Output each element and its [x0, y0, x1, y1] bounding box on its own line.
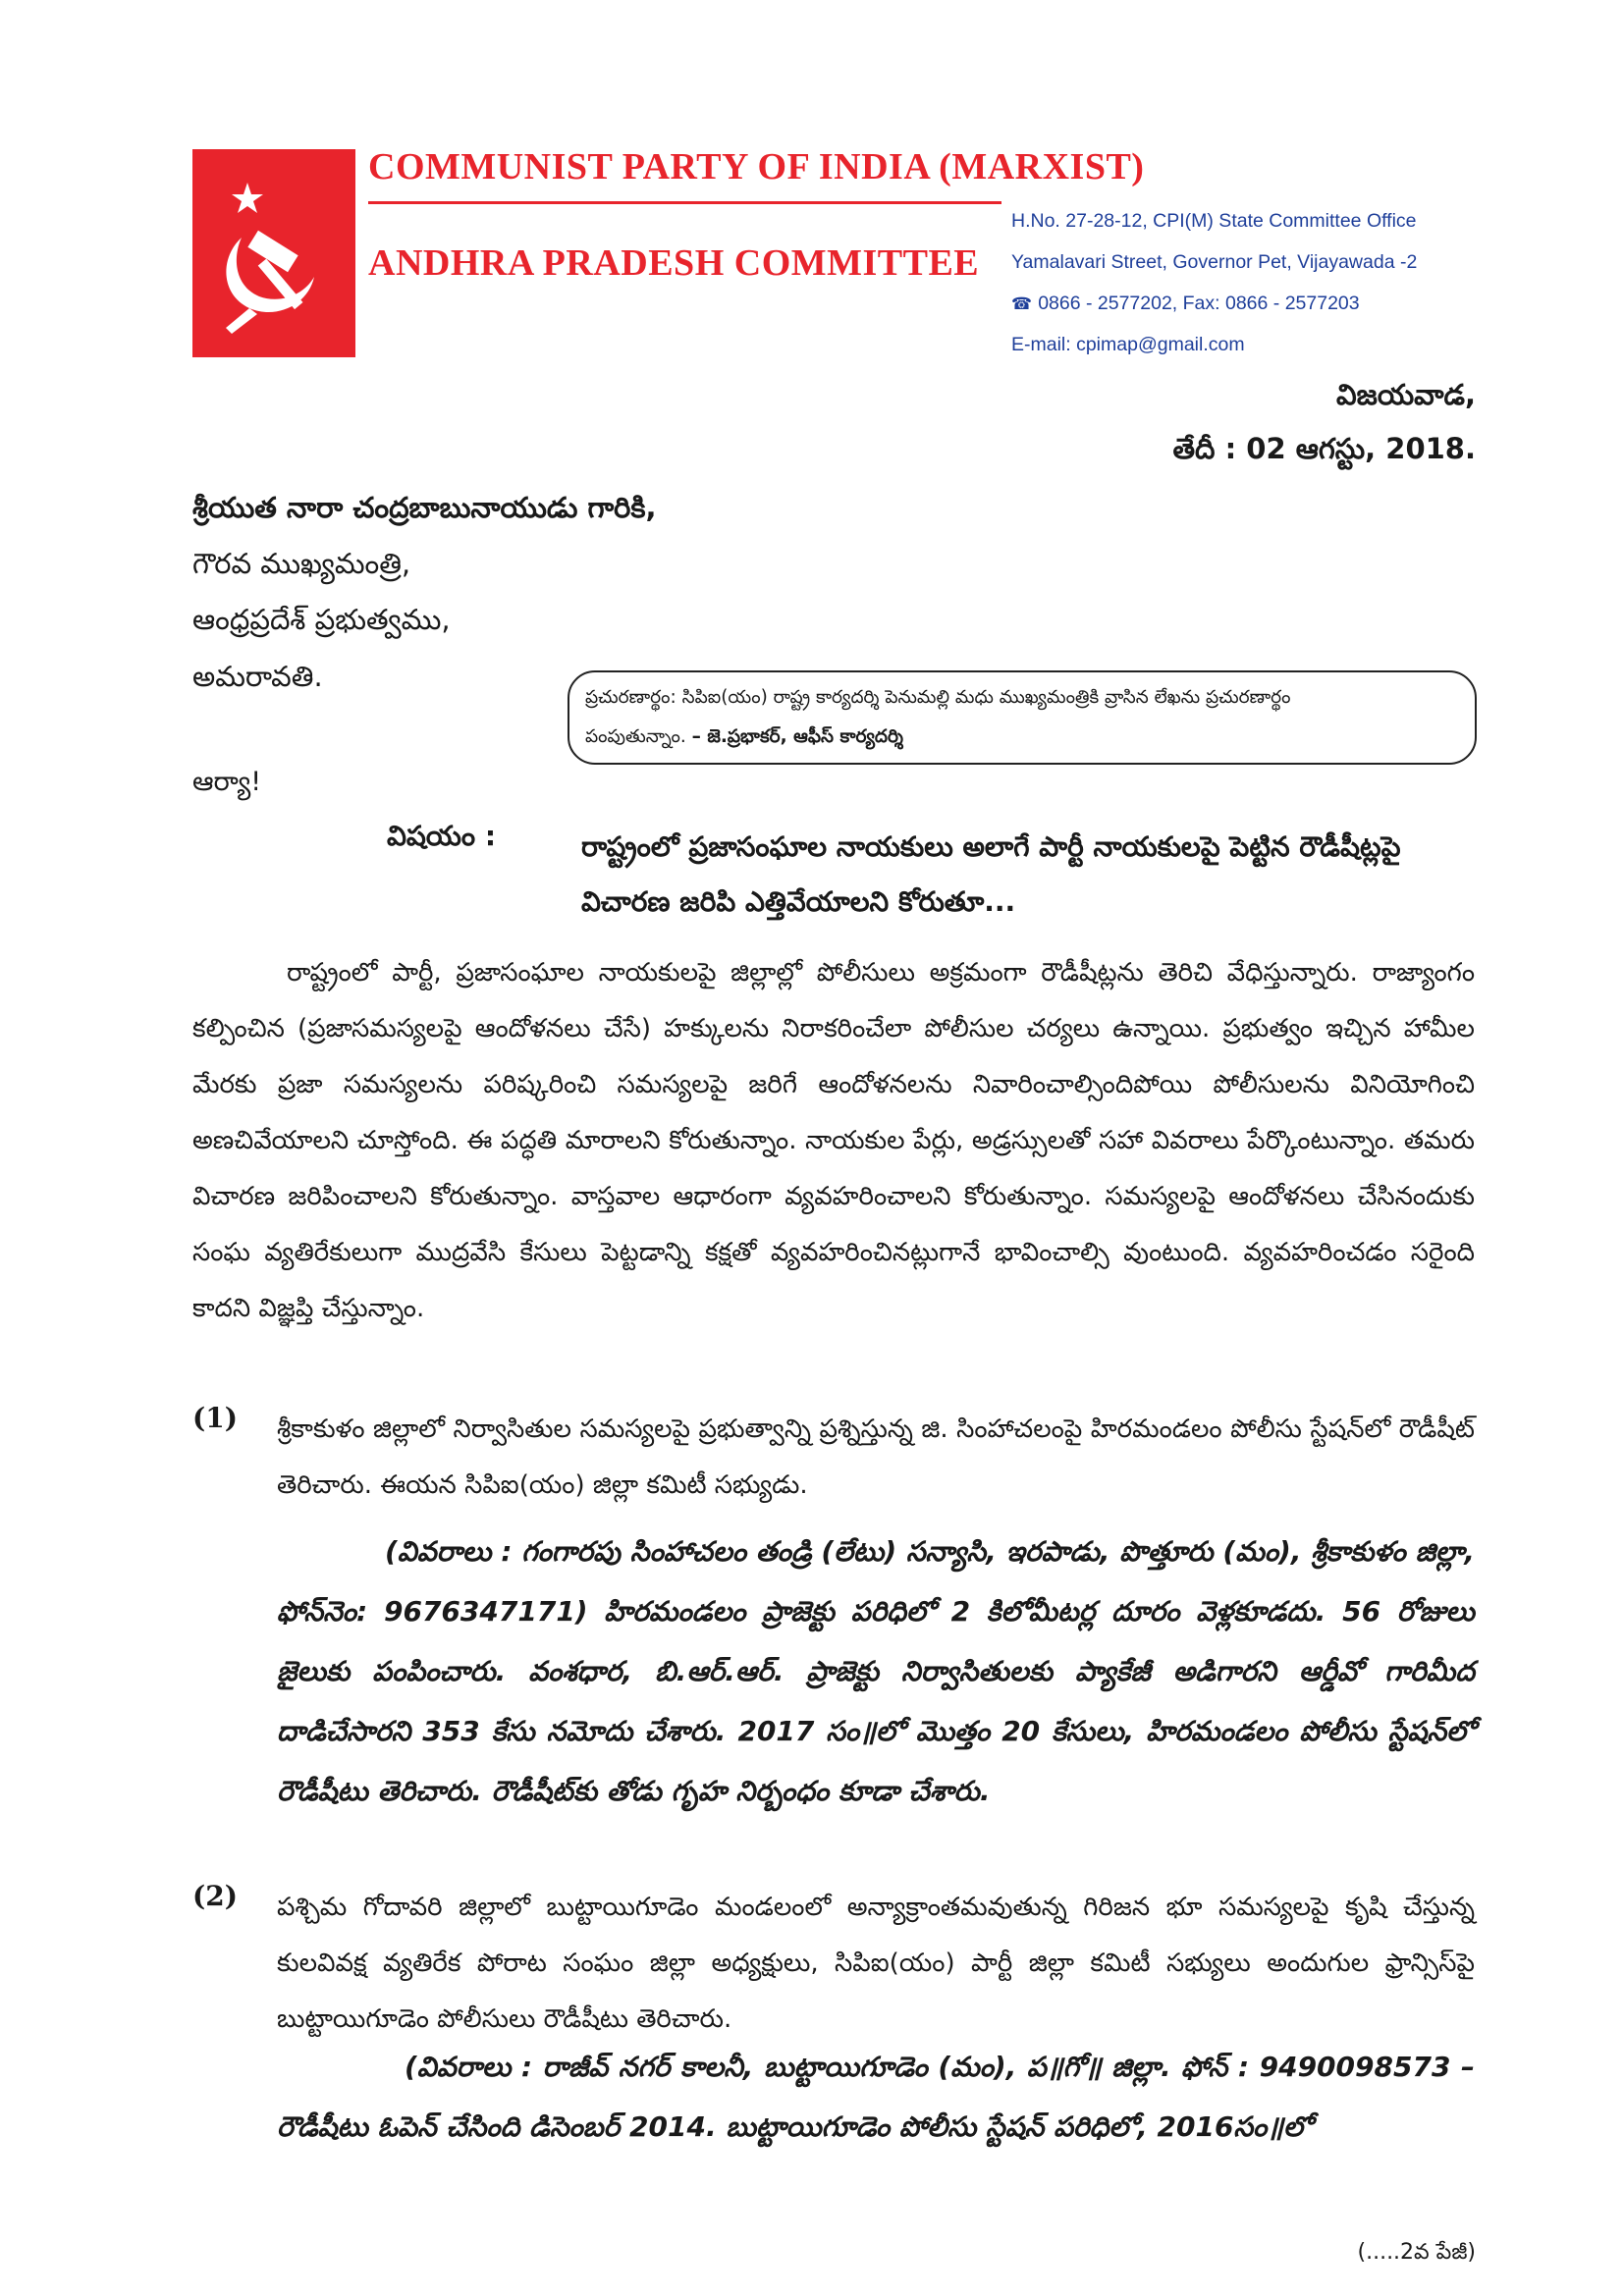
body-paragraph: రాష్ట్రంలో పార్టీ, ప్రజాసంఘాల నాయకులపై జిల్లాల్లో పోలీసులు అక్రమంగా రౌడీషీట్లను తెరిచి వేధిస్తున్నారు. రాజ్యాంగం కల్పించిన (ప్రజాసమస్యలపై ఆందోళనలు చేసే) హక్కులను నిరాకరించేలా పోలీసుల చర్యలు ఉన్నాయి. ప్రభుత్వం ఇచ్చిన హామీల మేరకు ప్రజా సమస్యలను పరిష్కరించి సమస్యలపై జరిగే ఆందోళనలను నివారించాల్సిందిపోయి పోలీసులను వినియోగించి అణచివేయాలని చూస్తోంది. ఈ పద్ధతి మారాలని కోరుతున్నాం. నాయకుల పేర్లు, అడ్రస్సులతో సహా వివరాలు పేర్కొంటున్నాం. తమరు విచారణ జరిపించాలని కోరుతున్నాం. వాస్తవాల ఆధారంగా వ్యవహరించాలని కోరుతున్నాం. సమస్యలపై ఆందోళనలు చేసినందుకు సంఘ వ్యతిరేకులుగా ముద్రవేసి కేసులు పెట్టడాన్ని కక్షతో వ్యవహరించినట్లుగానే భావించాల్సి వుంటుంది. వ్యవహరించడం సరైంది కాదని విజ్ఞప్తి చేస్తున్నాం. [192, 958, 1475, 1323]
addressee-city: అమరావతి. [192, 660, 323, 693]
address-line-2: Yamalavari Street, Governor Pet, Vijayawada -2 [1011, 251, 1418, 273]
salutation: ఆర్యా! [192, 767, 262, 797]
addressee-name: శ్రీయుత నారా చంద్రబాబునాయుడు గారికి, [192, 491, 657, 524]
press-note-plain: పంపుతున్నాం. [585, 726, 692, 747]
item-details-1: (వివరాలు : గంగారపు సింహాచలం తండ్రి (లేటు) సన్యాసి, ఇరపాడు, పొత్తూరు (మం), శ్రీకాకుళం జిల్లా, ఫోన్‌నెం: 9676347171) హిరమండలం ప్రాజెక్టు పరిధిలో 2 కిలోమీటర్ల దూరం వెళ్లకూడదు. 56 రోజులు జైలుకు పంపించారు. వంశధార, బి.ఆర్.ఆర్. ప్రాజెక్టు నిర్వాసితులకు ప్యాకేజీ అడిగారని ఆర్డీవో గారిమీద దాడిచేసారని 353 కేసు నమోదు చేశారు. 2017 సం॥లో మొత్తం 20 కేసులు, హిరమండలం పోలీసు స్టేషన్‌లో రౌడీషీటు తెరిచారు. రౌడీషీట్‌కు తోడు గృహ నిర్బంధం కూడా చేశారు. [277, 1535, 1475, 1807]
hammer-sickle-star-icon [202, 179, 346, 336]
letter-date: తేదీ : 02 ఆగస్టు, 2018. [1172, 432, 1476, 465]
continued-note: (.....2వ పేజీ) [1357, 2240, 1476, 2265]
press-note-signatory: – జె.ప్రభాకర్, ఆఫీస్ కార్యదర్శి [691, 726, 903, 747]
address-line-1: H.No. 27-28-12, CPI(M) State Committee Office [1011, 210, 1417, 232]
subject-text: రాష్ట్రంలో ప్రజాసంఘాల నాయకులు అలాగే పార్టీ నాయకులపై పెట్టిన రౌడీషీట్లపై విచారణ జరిపి ఎత్తివేయాలని కోరుతూ... [581, 830, 1401, 918]
subject-label: విషయం : [387, 820, 497, 852]
telephone-icon: ☎ [1011, 294, 1033, 313]
contact-block [1011, 200, 1620, 365]
email-line[interactable]: E-mail: cpimap@gmail.com [1011, 334, 1245, 355]
item-details-2: (వివరాలు : రాజీవ్ నగర్ కాలనీ, బుట్టాయిగూడెం (మం), ప॥గో॥ జిల్లా. ఫోన్ : 9490098573 – రౌడీషీటు ఓపెన్ చేసింది డిసెంబర్ 2014. బుట్టాయిగూడెం పోలీసు స్టేషన్ పరిధిలో, 2016సం॥లో [277, 2051, 1475, 2143]
item-number-2: (2) [192, 1880, 238, 1912]
item-text-2: పశ్చిమ గోదావరి జిల్లాలో బుట్టాయిగూడెం మండలంలో అన్యాక్రాంతమవుతున్న గిరిజన భూ సమస్యలపై కృషి చేస్తున్న కులవివక్ష వ్యతిరేక పోరాట సంఘం జిల్లా అధ్యక్షులు, సిపిఐ(యం) పార్టీ జిల్లా కమిటీ సభ్యులు అందుగుల ఫ్రాన్సిస్‌పై బుట్టాయిగూడెం పోలీసులు రౌడీషీటు తెరిచారు. [277, 1893, 1475, 2034]
item-text-1: శ్రీకాకుళం జిల్లాలో నిర్వాసితుల సమస్యలపై ప్రభుత్వాన్ని ప్రశ్నిస్తున్న జి. సింహాచలంపై హిరమండలం పోలీసు స్టేషన్‌లో రౌడీషీట్ తెరిచారు. ఈయన సిపిఐ(యం) జిల్లా కమిటీ సభ్యుడు. [277, 1415, 1475, 1500]
addressee-designation: గౌరవ ముఖ్యమంత్రి, [192, 547, 411, 580]
phone-line [1011, 283, 1620, 324]
phone-text: 0866 - 2577202, Fax: 0866 - 2577203 [1038, 293, 1360, 314]
press-note-line-2 [585, 718, 1461, 757]
press-release-note [568, 670, 1477, 765]
letter-place: విజయవాడ, [1336, 378, 1476, 411]
header-divider [368, 201, 1001, 204]
item-number-1: (1) [192, 1402, 238, 1434]
addressee-government: ఆంధ్రప్రదేశ్ ప్రభుత్వము, [192, 603, 451, 636]
committee-name: ANDHRA PRADESH COMMITTEE [368, 242, 980, 284]
press-note-line-1: ప్రచురణార్థం: సిపిఐ(యం) రాష్ట్ర కార్యదర్శి పెనుమల్లి మధు ముఖ్యమంత్రికి వ్రాసిన లేఖను ప్రచురణార్థం [585, 687, 1291, 708]
party-logo [192, 149, 355, 357]
org-name: COMMUNIST PARTY OF INDIA (MARXIST) [368, 146, 1145, 187]
